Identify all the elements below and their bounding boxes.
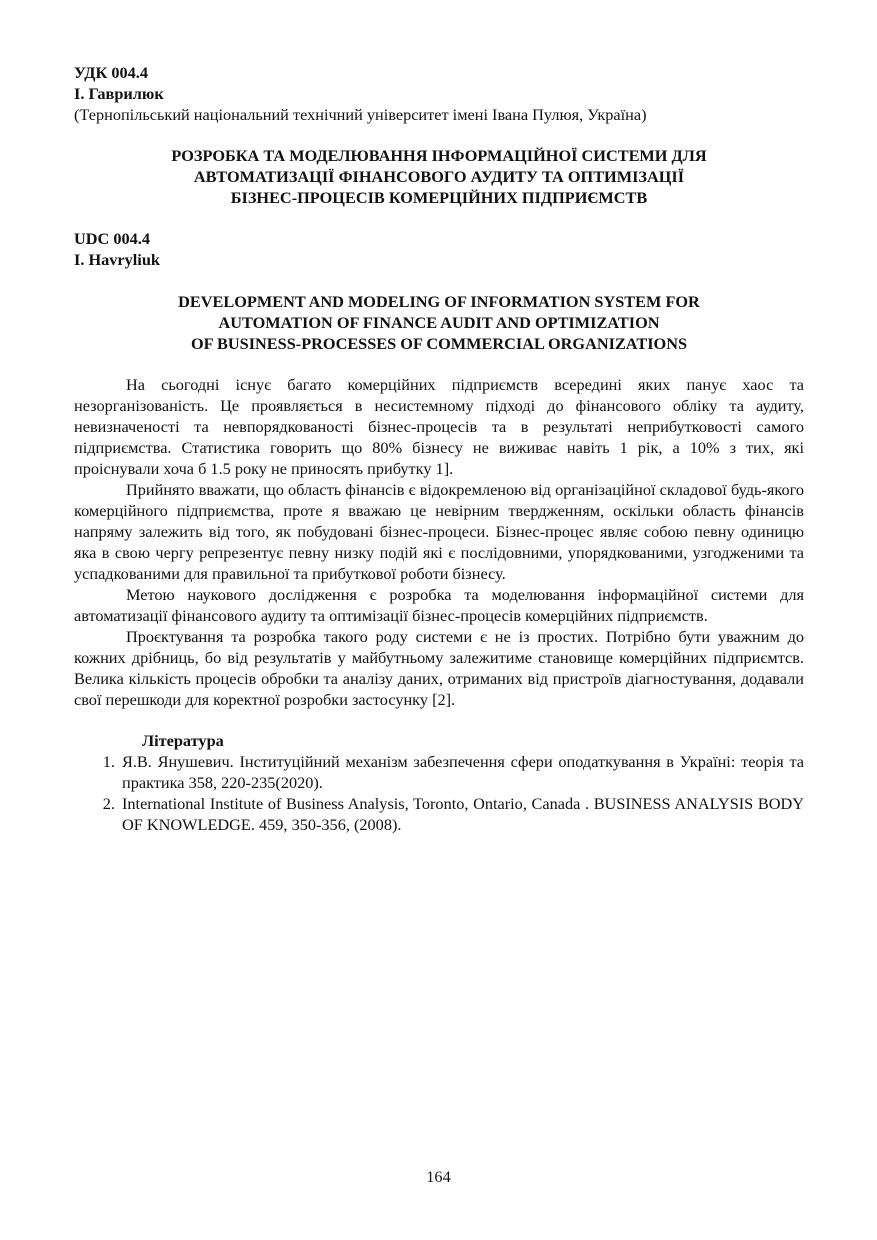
reference-item xyxy=(74,793,804,835)
literature-heading: Література xyxy=(142,731,224,750)
title-uk-line: РОЗРОБКА ТА МОДЕЛЮВАННЯ ІНФОРМАЦІЙНОЇ СИСТЕМИ ДЛЯ xyxy=(171,146,707,165)
header-en xyxy=(74,228,804,270)
title-uk xyxy=(74,145,804,208)
reference-item xyxy=(74,751,804,793)
title-en-line: OF BUSINESS-PROCESSES OF COMMERCIAL ORGANIZATIONS xyxy=(190,334,688,353)
title-en-line: AUTOMATION OF FINANCE AUDIT AND OPTIMIZATION xyxy=(218,313,660,332)
reference-list xyxy=(74,751,804,835)
reference-number: 1. xyxy=(102,752,115,771)
reference-text: Я.В. Янушевич. Інституційний механізм забезпечення сфери оподаткування в Україні: теорія та практика 358, 220-235(2020). xyxy=(122,752,804,792)
page-number: 164 xyxy=(426,1167,451,1186)
header-uk xyxy=(74,62,804,125)
author-uk: І. Гаврилюк xyxy=(74,84,164,103)
udc-en: UDC 004.4 xyxy=(74,229,150,248)
affiliation-uk: (Тернопільський національний технічний університет імені Івана Пулюя, Україна) xyxy=(74,105,647,124)
title-en-line: DEVELOPMENT AND MODELING OF INFORMATION SYSTEM FOR xyxy=(178,292,700,311)
title-uk-line: БІЗНЕС-ПРОЦЕСІВ КОМЕРЦІЙНИХ ПІДПРИЄМСТВ xyxy=(230,188,648,207)
title-uk-line: АВТОМАТИЗАЦІЇ ФІНАНСОВОГО АУДИТУ ТА ОПТИМІЗАЦІЇ xyxy=(193,167,685,186)
reference-text: International Institute of Business Analysis, Toronto, Ontario, Canada . BUSINESS ANALYSIS BODY OF KNOWLEDGE. 459, 350-356, (2008). xyxy=(122,794,804,834)
paragraph: Проєктування та розробка такого роду системи є не із простих. Потрібно бути уважним до кожних дрібниць, бо від результатів у майбутньому залежитиме становище комерційних підприємтсв. Велика кількість процесів обробки та аналізу даних, отриманих від пристроїв діагностування, додавали свої перешкоди для коректної розробки застосунку [2]. xyxy=(74,627,804,709)
reference-number: 2. xyxy=(102,794,115,813)
paragraph: На сьогодні існує багато комерційних підприємств всередині яких панує хаос та незорганізованість. Це проявляється в несистемному підході до фінансового обліку та аудиту, невизначеності та невпорядкованості бізнес-процесів та в результаті неприбутковості самого підприємства. Статистика говорить що 80% бізнесу не виживає навіть 1 рік, а 10% з тих, які проіснували хоча б 1.5 року не приносять прибутку 1]. xyxy=(74,375,804,478)
udc-uk: УДК 004.4 xyxy=(74,63,149,82)
paragraph: Прийнято вважати, що область фінансів є відокремленою від організаційної складової будь-якого комерційного підприємства, проте я вважаю це невірним твердженням, оскільки область фінансів напряму залежить від того, як побудовані бізнес-процеси. Бізнес-процес являє собою певну одиницю яка в свою чергу репрезентує певну низку подій які є послідовними, упорядкованими, узгодженими та успадкованими для правильної та прибуткової роботи бізнесу. xyxy=(74,480,804,583)
title-en xyxy=(74,291,804,354)
author-en: I. Havryliuk xyxy=(74,250,160,269)
document-page xyxy=(74,62,804,835)
paragraph: Метою наукового дослідження є розробка та моделювання інформаційної системи для автоматизації фінансового аудиту та оптимізації бізнес-процесів комерційних підприємств. xyxy=(74,585,804,625)
body-text xyxy=(74,374,804,710)
